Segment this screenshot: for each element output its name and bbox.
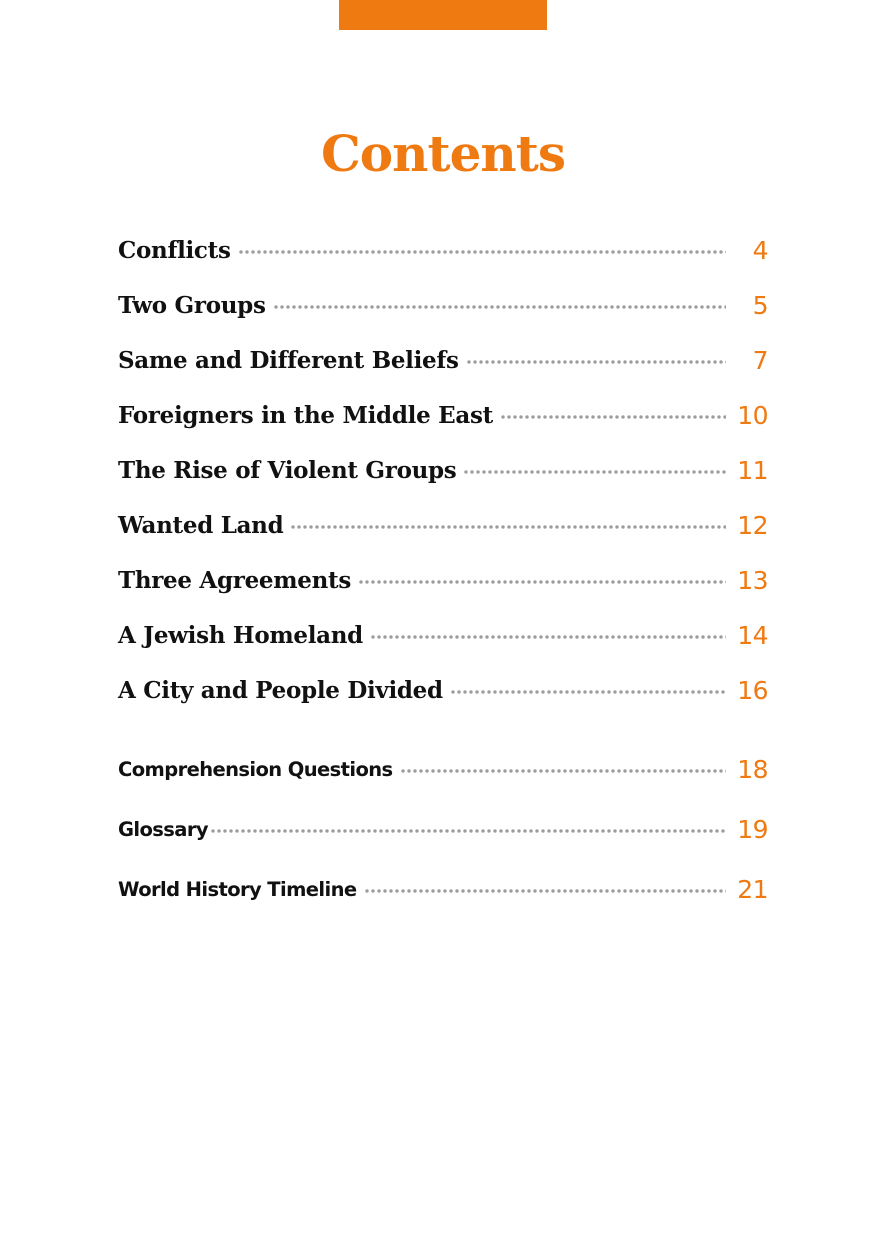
dot-leader [239, 250, 726, 254]
toc-entry-label: World History Timeline [118, 877, 357, 901]
dot-leader [501, 415, 726, 419]
toc-page-number: 19 [737, 814, 768, 844]
page-title: Contents [320, 124, 565, 183]
toc-entry-label: Foreigners in the Middle East [118, 401, 493, 429]
toc-page-number: 11 [737, 455, 768, 485]
toc-page-number: 10 [737, 400, 768, 430]
toc-entry-a-city-and-people-divided[interactable] [118, 672, 768, 708]
toc-entry-two-groups[interactable] [118, 287, 768, 323]
toc-entry-the-rise-of-violent-groups[interactable] [118, 452, 768, 488]
toc-entry-glossary[interactable] [118, 811, 768, 847]
dot-leader [451, 690, 726, 694]
dot-leader [211, 829, 726, 833]
toc-entry-label: Wanted Land [118, 511, 284, 539]
toc-entry-label: Glossary [118, 817, 208, 841]
toc-page-number: 5 [752, 290, 768, 320]
toc-entry-label: Two Groups [118, 291, 266, 319]
dot-leader [371, 635, 726, 639]
dot-leader [359, 580, 726, 584]
dot-leader [464, 470, 726, 474]
dot-leader [401, 769, 726, 773]
toc-page-number: 12 [737, 510, 768, 540]
toc-entry-label: Three Agreements [118, 566, 352, 594]
toc-entry-conflicts[interactable] [118, 232, 768, 268]
toc-entry-label: A City and People Divided [118, 676, 443, 704]
toc-page-number: 18 [737, 754, 768, 784]
toc-entry-a-jewish-homeland[interactable] [118, 617, 768, 653]
toc-page-number: 13 [737, 565, 768, 595]
dot-leader [365, 889, 726, 893]
dot-leader [274, 305, 726, 309]
toc-page-number: 7 [752, 345, 768, 375]
dot-leader [467, 360, 726, 364]
toc-entry-world-history-timeline[interactable] [118, 871, 768, 907]
toc-entry-label: Same and Different Beliefs [118, 346, 459, 374]
toc-entry-label: A Jewish Homeland [118, 621, 363, 649]
toc-entry-same-and-different-beliefs[interactable] [118, 342, 768, 378]
toc-page-number: 14 [737, 620, 768, 650]
dot-leader [291, 525, 726, 529]
toc-entry-foreigners-in-the-middle-east[interactable] [118, 397, 768, 433]
toc-entry-three-agreements[interactable] [118, 562, 768, 598]
toc-page-number: 16 [737, 675, 768, 705]
toc-page-number: 21 [737, 874, 768, 904]
toc-entry-comprehension-questions[interactable] [118, 751, 768, 787]
toc-entry-label: Conflicts [118, 236, 231, 264]
toc-entry-label: Comprehension Questions [118, 757, 393, 781]
toc-entry-wanted-land[interactable] [118, 507, 768, 543]
toc-entry-label: The Rise of Violent Groups [118, 456, 457, 484]
toc-page-number: 4 [752, 235, 768, 265]
